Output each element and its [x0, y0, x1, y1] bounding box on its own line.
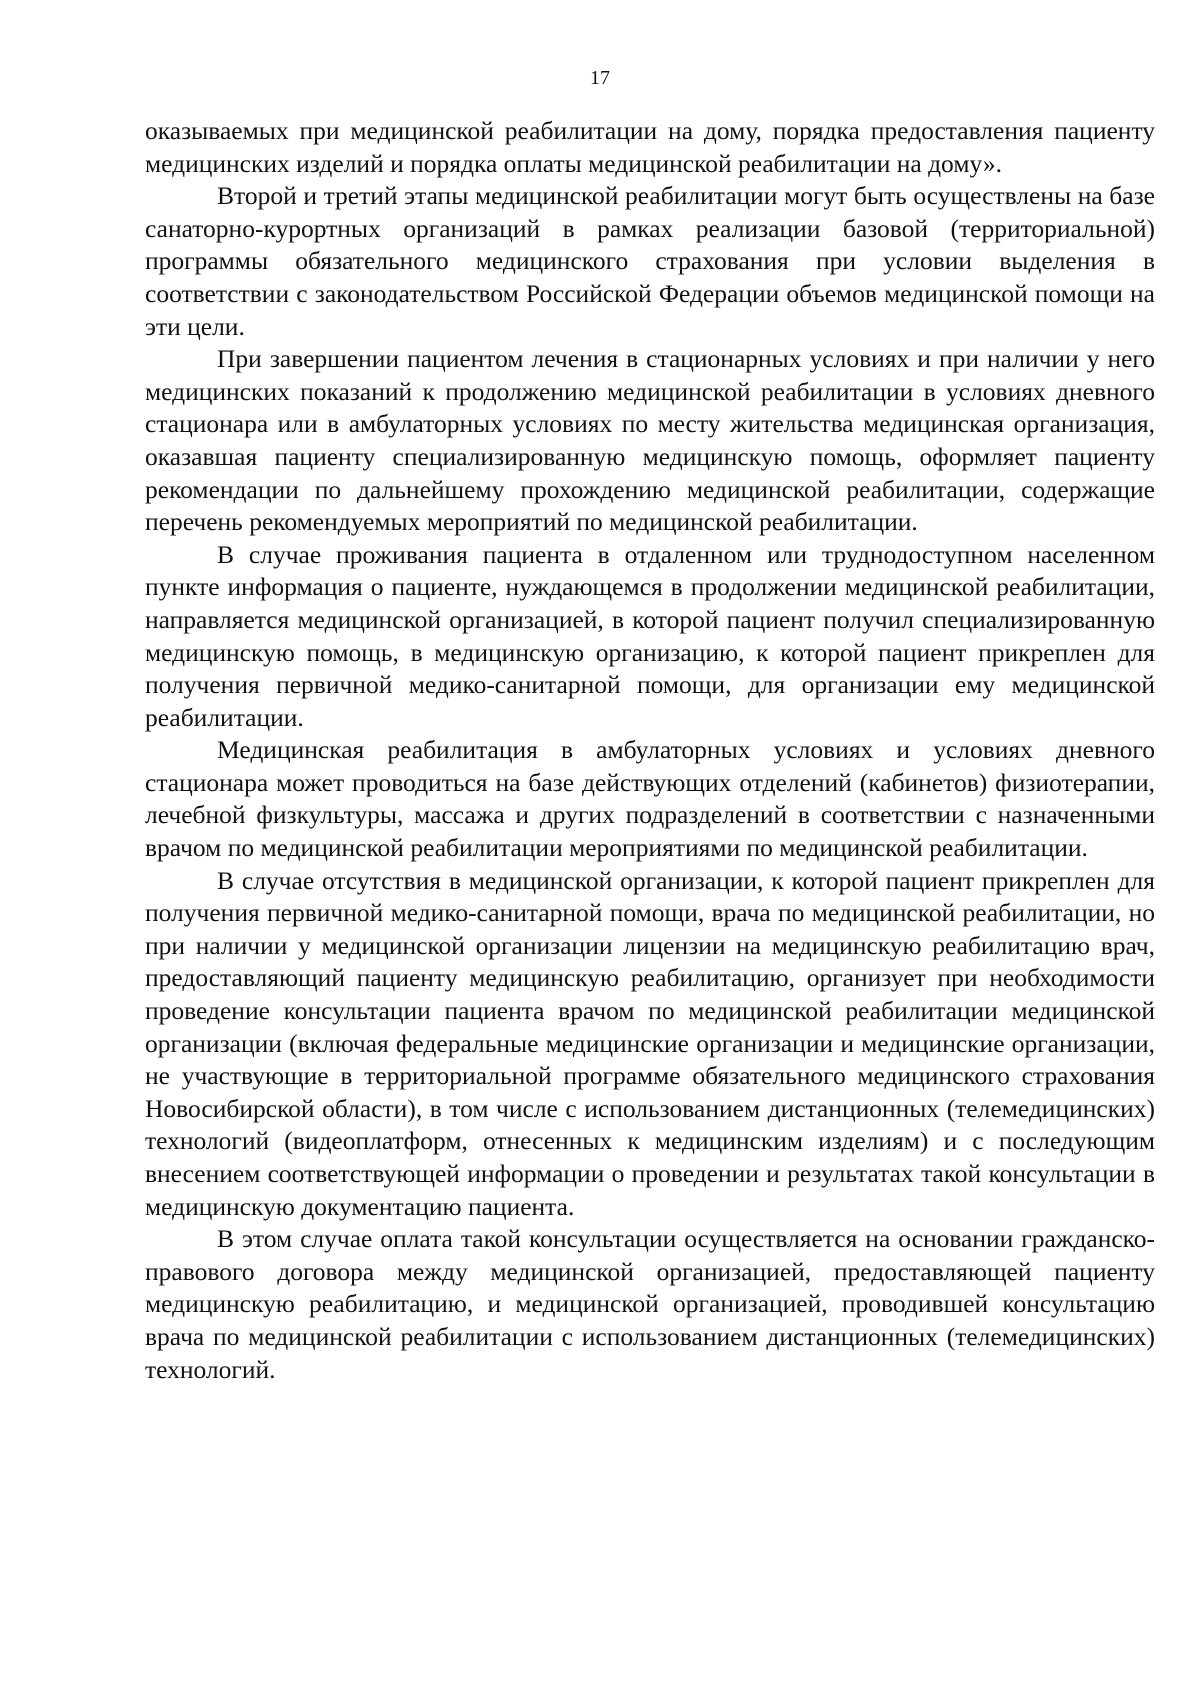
paragraph-outpatient-rehabilitation: Медицинская реабилитация в амбулаторных условиях и условиях дневного стационара может проводиться на базе действующих отделений (кабинетов) физиотерапии, лечебной физкультуры, массажа и других подразделений в соответствии с назначенными врачом по медицинской реабилитации мероприятиями по медицинской реабилитации.: [145, 735, 1155, 863]
paragraph-consultation: В случае отсутствия в медицинской организации, к которой пациент прикреплен для получения первичной медико-санитарной помощи, врача по медицинской реабилитации, но при наличии у медицинской организации лицензии на медицинскую реабилитацию врач, предоставляющий пациенту медицинскую реабилитацию, организует при необходимости проведение консультации пациента врачом по медицинской реабилитации медицинской организации (включая федеральные медицинские организации и медицинские организации, не участвующие в территориальной программе обязательного медицинского страхования Новосибирской области), в том числе с использованием дистанционных (телемедицинских) технологий (видеоплатформ, отнесенных к медицинским изделиям) и с последующим внесением соответствующей информации о проведении и результатах такой консультации в медицинскую документацию пациента.: [145, 865, 1155, 1221]
paragraph-consultation-payment: В этом случае оплата такой консультации осуществляется на основании гражданско-правового договора между медицинской организацией, предоставляющей пациенту медицинскую реабилитацию, и медицинской организацией, проводившей консультацию врача по медицинской реабилитации с использованием дистанционных (телемедицинских) технологий.: [145, 1224, 1155, 1384]
paragraph-second-third-stages: Второй и третий этапы медицинской реабилитации могут быть осуществлены на базе санаторно-курортных организаций в рамках реализации базовой (территориальной) программы обязательного медицинского страхования при условии выделения в соответствии с законодательством Российской Федерации объемов медицинской помощи на эти цели.: [145, 181, 1155, 341]
paragraph-remote-settlement: В случае проживания пациента в отдаленном или труднодоступном населенном пункте информация о пациенте, нуждающемся в продолжении медицинской реабилитации, направляется медицинской организацией, в которой пациент получил специализированную медицинскую помощь, в медицинскую организацию, к которой пациент прикреплен для получения первичной медико-санитарной помощи, для организации ему медицинской реабилитации.: [145, 539, 1155, 732]
paragraph-continuation: оказываемых при медицинской реабилитации на дому, порядка предоставления пациенту медицинских изделий и порядка оплаты медицинской реабилитации на дому».: [145, 116, 1155, 178]
document-body: [145, 115, 1155, 1386]
paragraph-hospital-discharge: При завершении пациентом лечения в стационарных условиях и при наличии у него медицинских показаний к продолжению медицинской реабилитации в условиях дневного стационара или в амбулаторных условиях по месту жительства медицинская организация, оказавшая пациенту специализированную медицинскую помощь, оформляет пациенту рекомендации по дальнейшему прохождению медицинской реабилитации, содержащие перечень рекомендуемых мероприятий по медицинской реабилитации.: [145, 344, 1155, 537]
page-number: 17: [590, 67, 610, 89]
